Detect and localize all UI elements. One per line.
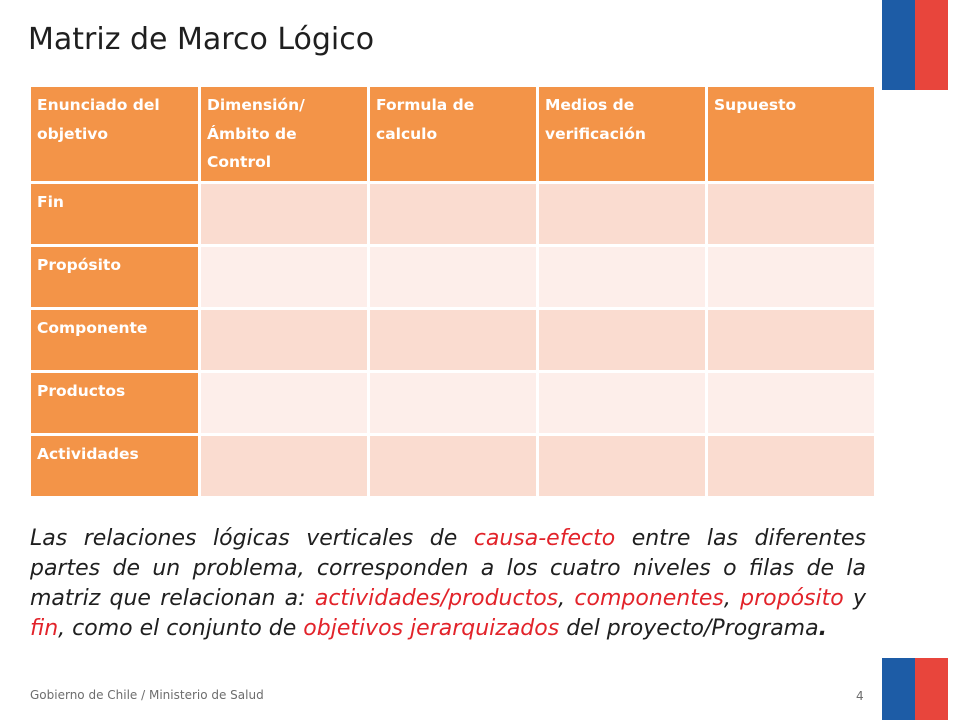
highlight-causa-efecto: causa-efecto [473,526,616,551]
table-cell [200,372,369,435]
paragraph-final-period: . [818,615,827,641]
chile-flag-decoration-bottom [882,658,948,720]
paragraph-text: del proyecto/Programa [559,615,819,641]
highlight-actividades-productos: actividades/productos [314,585,559,611]
explanatory-paragraph [30,524,866,644]
column-header-dimension: Dimensión/ Ámbito de Control [200,86,369,183]
table-cell [538,183,707,246]
column-header-formula: Formula de calculo [369,86,538,183]
table-cell [200,435,369,498]
flag-blue-stripe [882,0,915,90]
highlight-objetivos-jerarquizados: objetivos jerarquizados [303,615,560,641]
table-cell [369,435,538,498]
table-cell [707,435,876,498]
table-cell [707,309,876,372]
table-cell [707,246,876,309]
page-number: 4 [856,689,864,703]
paragraph-text: , como el conjunto de [58,615,304,641]
footer-text: Gobierno de Chile / Ministerio de Salud [30,688,264,702]
table-row [30,372,876,435]
table-cell [200,246,369,309]
paragraph-text: Las relaciones lógicas verticales de [30,526,474,551]
slide-title: Matriz de Marco Lógico [28,22,375,57]
chile-flag-decoration [882,0,948,90]
table-cell [538,435,707,498]
paragraph-text: , [723,585,741,611]
table-header-row [30,86,876,183]
column-header-enunciado: Enunciado del objetivo [30,86,200,183]
row-label-componente: Componente [30,309,200,372]
table-cell [538,246,707,309]
highlight-proposito: propósito [740,585,844,611]
paragraph-text: y [843,585,866,611]
table-cell [369,309,538,372]
table-cell [369,183,538,246]
table-cell [369,246,538,309]
table-row [30,435,876,498]
row-label-actividades: Actividades [30,435,200,498]
table-cell [369,372,538,435]
flag-red-stripe [915,658,948,720]
column-header-medios: Medios de verificación [538,86,707,183]
row-label-fin: Fin [30,183,200,246]
row-label-proposito: Propósito [30,246,200,309]
highlight-componentes: componentes [574,585,724,611]
table-cell [538,372,707,435]
highlight-fin: fin [30,615,59,641]
table-cell [707,372,876,435]
table-cell [200,183,369,246]
table-row [30,183,876,246]
table-cell [200,309,369,372]
table-row [30,309,876,372]
table-cell [538,309,707,372]
paragraph-text: , [558,585,575,611]
flag-red-stripe [915,0,948,90]
paragraph-text: entre las diferentes partes de un problema, corresponden a los cuatro niveles o filas de la matriz que relacionan a: [30,526,866,611]
table-row [30,246,876,309]
flag-blue-stripe [882,658,915,720]
logical-framework-matrix [28,84,877,499]
row-label-productos: Productos [30,372,200,435]
column-header-supuesto: Supuesto [707,86,876,183]
table-cell [707,183,876,246]
